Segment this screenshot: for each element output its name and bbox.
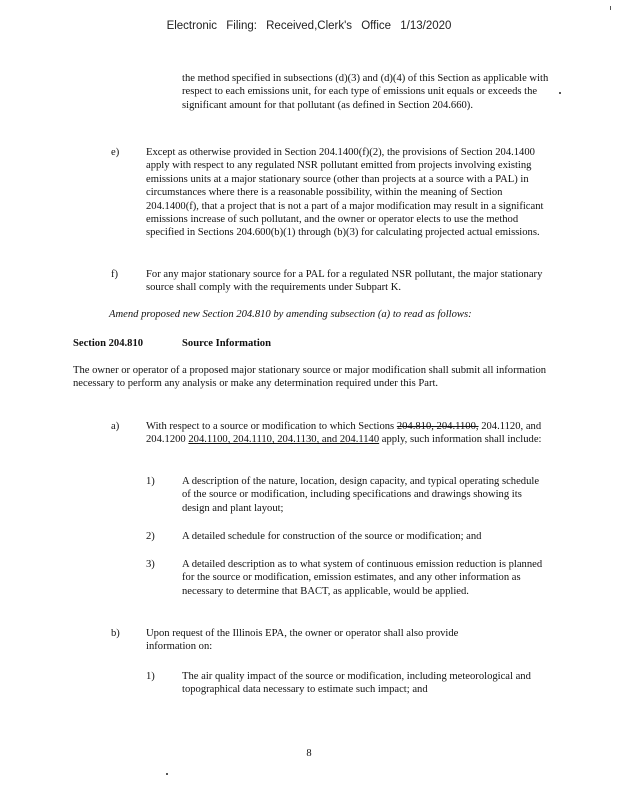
sub-a1-label: 1) bbox=[146, 476, 155, 487]
item-b-text: Upon request of the Illinois EPA, the owner or operator shall also provide information on: bbox=[146, 628, 459, 653]
sub-b1-label: 1) bbox=[146, 671, 155, 682]
scan-speck bbox=[610, 6, 611, 10]
struck-text: 204.810, 204.1100, bbox=[396, 421, 479, 432]
sub-a2-label: 2) bbox=[146, 531, 155, 542]
electronic-filing-header: Electronic Filing: Received,Clerk's Office 1/13/2020 bbox=[166, 20, 452, 32]
sub-a3-label: 3) bbox=[146, 559, 155, 570]
sub-a1-text: A description of the nature, location, design capacity, and typical operating schedule of the source or modification, including specifications and drawings showing its design and plant layout; bbox=[182, 476, 540, 514]
item-f-label: f) bbox=[111, 269, 119, 280]
section-number: Section 204.810 bbox=[73, 338, 144, 349]
item-e-label: e) bbox=[111, 147, 120, 158]
sub-a3-text: A detailed description as to what system of continuous emission reduction is planned for the source or modification, emission estimates, and any other information as necessary to determine that BACT, as applicable, would be applied. bbox=[182, 559, 543, 597]
item-a-mid: 204.1120, and 204.1200 bbox=[146, 421, 542, 446]
scan-speck bbox=[559, 92, 561, 94]
sub-b1-text: The air quality impact of the source or modification, including meteorological and topographical data necessary to estimate such impact; and bbox=[182, 671, 531, 696]
scan-speck bbox=[166, 773, 168, 775]
amend-note: Amend proposed new Section 204.810 by amending subsection (a) to read as follows: bbox=[109, 309, 472, 320]
section-intro: The owner or operator of a proposed major stationary source or major modification shall submit all information necessary to perform any analysis or make any determination required under this Part. bbox=[73, 365, 547, 390]
continued-paragraph: the method specified in subsections (d)(3) and (d)(4) of this Section as applicable with respect to each emissions unit, for each type of emissions unit equals or exceeds the significant amount for that pollutant (as defined in Section 204.660). bbox=[182, 73, 549, 111]
item-e-text: Except as otherwise provided in Section 204.1400(f)(2), the provisions of Section 204.1400 apply with respect to any regulated NSR pollutant emitted from projects involving existing emissions units at a major stationary source (other than projects at a source with a PAL) in circumstances where there is a reasonable possibility, within the meaning of Section 204.1400(f), that a project that is not a part of a major modification may result in a significant emissions increase of such pollutant, and the owner or operator elects to use the method specified in Sections 204.600(b)(1) through (b)(3) for calculating projected actual emissions. bbox=[146, 147, 544, 239]
item-a-post: apply, such information shall include: bbox=[379, 434, 542, 446]
item-b-label: b) bbox=[111, 628, 120, 639]
item-a-text bbox=[146, 420, 551, 447]
item-f-text: For any major stationary source for a PAL for a regulated NSR pollutant, the major stationary source shall comply with the requirements under Subpart K. bbox=[146, 269, 543, 294]
sub-a2-text: A detailed schedule for construction of the source or modification; and bbox=[182, 531, 482, 542]
inserted-text: 204.1100, 204.1110, 204.1130, and 204.1140 bbox=[188, 434, 380, 446]
section-title: Source Information bbox=[182, 338, 271, 349]
page-number: 8 bbox=[306, 748, 312, 759]
item-a-pre: With respect to a source or modification to which Sections bbox=[146, 421, 397, 432]
item-a-label: a) bbox=[111, 421, 120, 432]
